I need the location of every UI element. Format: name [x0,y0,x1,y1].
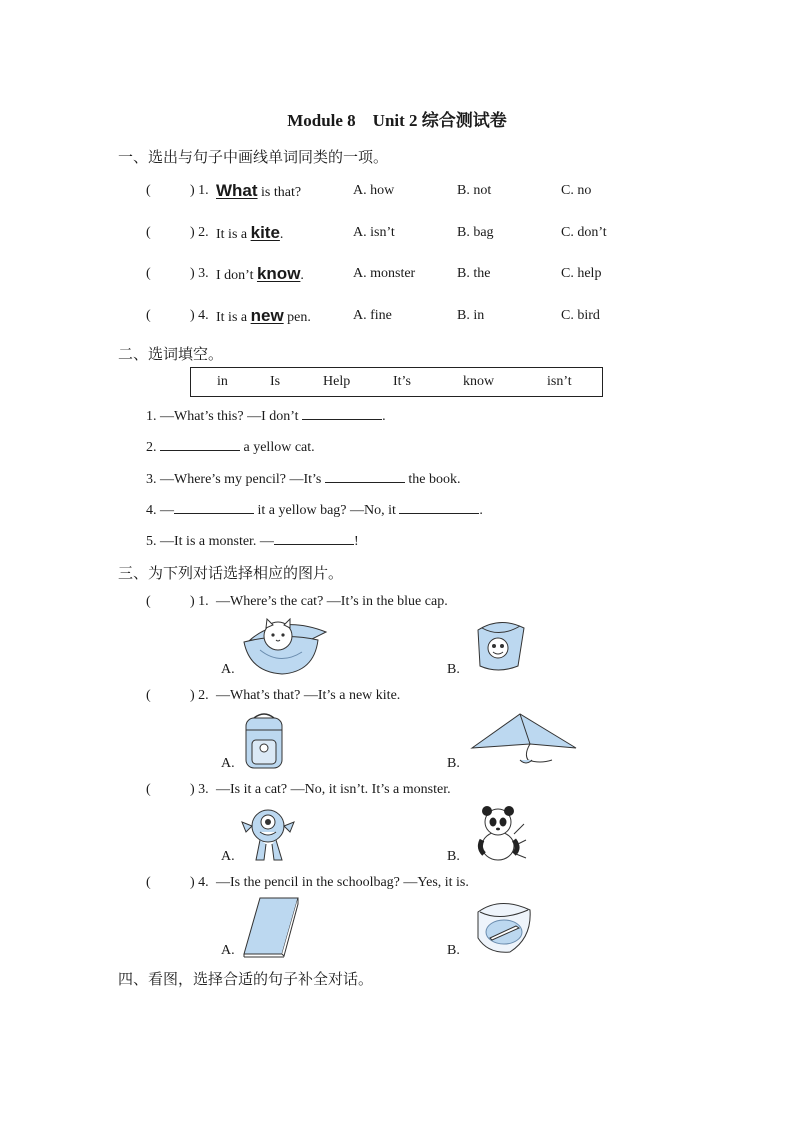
dialogue-text: —Is the pencil in the schoolbag? —Yes, it is. [216,875,469,890]
question-text: It is a new pen. [216,306,311,325]
monster-in-bag-image[interactable] [470,618,530,676]
underlined-word: know [256,264,301,283]
option-b: B. bag [457,225,494,240]
word-option: Help [323,374,351,389]
option-a-label: A. [221,662,235,677]
option-b-label: B. [447,756,460,771]
option-c: C. bird [561,308,600,323]
fill-line-2: 2. a yellow cat. [146,440,315,455]
word-box [190,367,603,397]
option-b-label: B. [447,849,460,864]
question-number: ) 2. [190,688,209,703]
answer-paren[interactable]: ( [146,266,151,281]
fill-line-1: 1. —What’s this? —I don’t . [146,409,386,424]
word-option: in [217,374,228,389]
dialogue-text: —Is it a cat? —No, it isn’t. It’s a monster. [216,782,451,797]
answer-paren[interactable]: ( [146,782,151,797]
option-a-label: A. [221,943,235,958]
question-text: I don’t know. [216,264,304,283]
option-a: A. isn’t [353,225,395,240]
answer-blank[interactable] [274,532,354,545]
kite-image[interactable] [470,710,578,770]
word-option: Is [270,374,281,389]
option-a-label: A. [221,756,235,771]
option-a: A. how [353,183,395,198]
schoolbag-image[interactable] [240,710,288,772]
dialogue-text: —What’s that? —It’s a new kite. [216,688,401,703]
cat-in-blue-cap-image[interactable] [240,618,330,678]
page-title: Module 8 Unit 2 综合测试卷 [287,111,507,130]
question-number: ) 4. [190,308,209,323]
answer-blank[interactable] [399,501,479,514]
answer-paren[interactable]: ( [146,308,151,323]
option-b: B. the [457,266,491,281]
monster-image[interactable] [240,804,296,864]
answer-paren[interactable]: ( [146,688,151,703]
question-number: ) 4. [190,875,209,890]
fill-line-4: 4. — it a yellow bag? —No, it . [146,503,483,518]
fill-line-5: 5. —It is a monster. — ! [146,534,359,549]
option-a-label: A. [221,849,235,864]
section-2-heading: 二、选词填空。 [118,345,224,363]
question-text: It is a kite. [216,223,284,242]
option-a: A. monster [353,266,416,281]
answer-blank[interactable] [325,470,405,483]
option-b-label: B. [447,662,460,677]
word-option: isn’t [547,374,572,389]
option-c: C. help [561,266,602,281]
answer-blank[interactable] [174,501,254,514]
answer-blank[interactable] [302,407,382,420]
panda-image[interactable] [470,804,528,864]
question-number: ) 3. [190,266,209,281]
question-number: ) 1. [190,183,209,198]
question-number: ) 1. [190,594,209,609]
option-b: B. in [457,308,485,323]
answer-paren[interactable]: ( [146,875,151,890]
answer-blank[interactable] [160,438,240,451]
option-a: A. fine [353,308,392,323]
fill-line-3: 3. —Where’s my pencil? —It’s the book. [146,472,461,487]
pencil-in-bag-image[interactable] [470,898,536,956]
question-number: ) 3. [190,782,209,797]
answer-paren[interactable]: ( [146,594,151,609]
question-text: What is that? [216,181,302,200]
underlined-word: What [216,181,258,200]
answer-paren[interactable]: ( [146,183,151,198]
word-option: It’s [393,374,411,389]
section-4-heading: 四、看图，选择合适的句子补全对话。 [118,970,374,988]
section-3-heading: 三、为下列对话选择相应的图片。 [118,564,344,582]
word-option: know [463,374,495,389]
option-c: C. don’t [561,225,607,240]
dialogue-text: —Where’s the cat? —It’s in the blue cap. [216,594,448,609]
section-1-heading: 一、选出与句子中画线单词同类的一项。 [118,148,389,166]
answer-paren[interactable]: ( [146,225,151,240]
question-number: ) 2. [190,225,209,240]
option-b-label: B. [447,943,460,958]
underlined-word: kite [250,223,280,242]
underlined-word: new [250,306,284,325]
option-c: C. no [561,183,592,198]
option-b: B. not [457,183,492,198]
book-image[interactable] [240,896,302,958]
